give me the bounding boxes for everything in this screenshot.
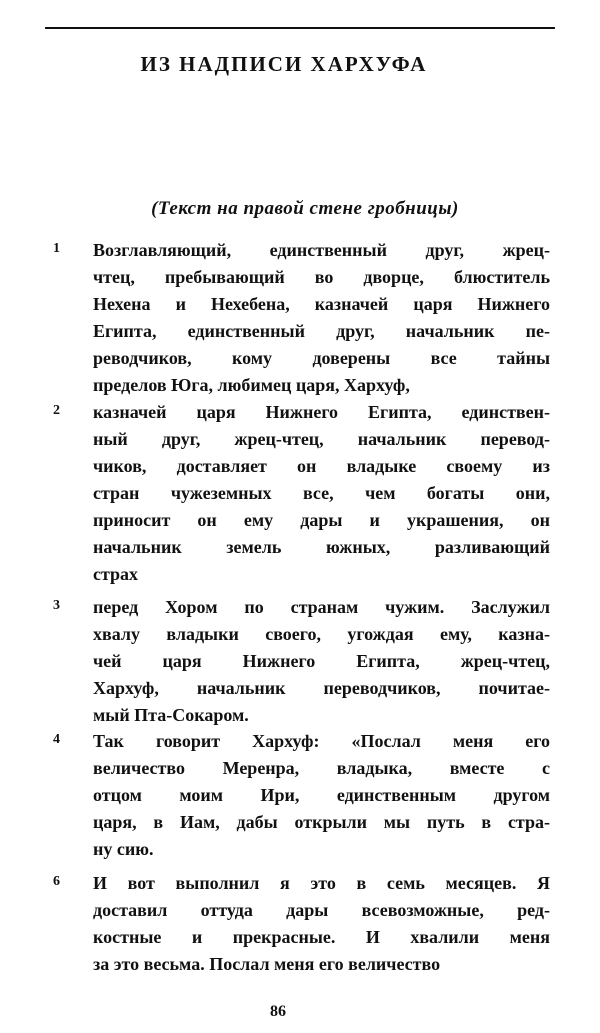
text-line: пределов Юга, любимец царя, Хархуф, xyxy=(93,375,410,395)
paragraph xyxy=(53,594,550,729)
text-line: чтец, пребывающий во дворце, блюститель xyxy=(93,267,550,287)
line-number: 4 xyxy=(53,732,60,747)
text-line: за это весьма. Послал меня его величество xyxy=(93,954,441,974)
top-rule xyxy=(45,27,555,29)
text-line: Египта, единственный друг, начальник пе- xyxy=(93,321,550,341)
text-line: Нехена и Нехебена, казначей царя Нижнего xyxy=(93,294,550,314)
text-line: доставил оттуда дары всевозможные, ред- xyxy=(93,900,550,920)
text-line: страх xyxy=(93,564,139,584)
text-line: ный друг, жрец-чтец, начальник перевод- xyxy=(93,429,550,449)
text-line: приносит он ему дары и украшения, он xyxy=(93,510,550,530)
page-number: 86 xyxy=(270,1003,286,1020)
text-line: Так говорит Хархуф: «Послал меня его xyxy=(93,731,550,751)
text-line: величество Меренра, владыка, вместе с xyxy=(93,758,550,778)
text-line: чиков, доставляет он владыке своему из xyxy=(93,456,550,476)
paragraph xyxy=(53,728,550,863)
text-line: реводчиков, кому доверены все тайны xyxy=(93,348,550,368)
text-line: ну сию. xyxy=(93,839,154,859)
text-line: начальник земель южных, разливающий xyxy=(93,537,550,557)
line-number: 1 xyxy=(53,241,60,256)
paragraph xyxy=(53,399,550,588)
paragraph xyxy=(53,237,550,399)
text-line: Хархуф, начальник переводчиков, почитае- xyxy=(93,678,550,698)
text-line: мый Пта-Сокаром. xyxy=(93,705,249,725)
text-line: костные и прекрасные. И хвалили меня xyxy=(93,927,550,947)
text-line: отцом моим Ири, единственным другом xyxy=(93,785,550,805)
paragraph xyxy=(53,870,550,978)
line-number: 2 xyxy=(53,403,60,418)
text-line: чей царя Нижнего Египта, жрец-чтец, xyxy=(93,651,550,671)
line-number: 6 xyxy=(53,874,60,889)
page-title: ИЗ НАДПИСИ ХАРХУФА xyxy=(140,52,428,76)
line-number: 3 xyxy=(53,598,60,613)
text-line: хвалу владыки своего, угождая ему, казна- xyxy=(93,624,550,644)
text-line: И вот выполнил я это в семь месяцев. Я xyxy=(93,873,550,893)
text-line: казначей царя Нижнего Египта, единствен- xyxy=(93,402,550,422)
subtitle: (Текст на правой стене гробницы) xyxy=(151,198,459,219)
text-line: Возглавляющий, единственный друг, жрец- xyxy=(93,240,550,260)
text-line: перед Хором по странам чужим. Заслужил xyxy=(93,597,550,617)
text-line: царя, в Иам, дабы открыли мы путь в стра- xyxy=(93,812,550,832)
text-line: стран чужеземных все, чем богаты они, xyxy=(93,483,550,503)
